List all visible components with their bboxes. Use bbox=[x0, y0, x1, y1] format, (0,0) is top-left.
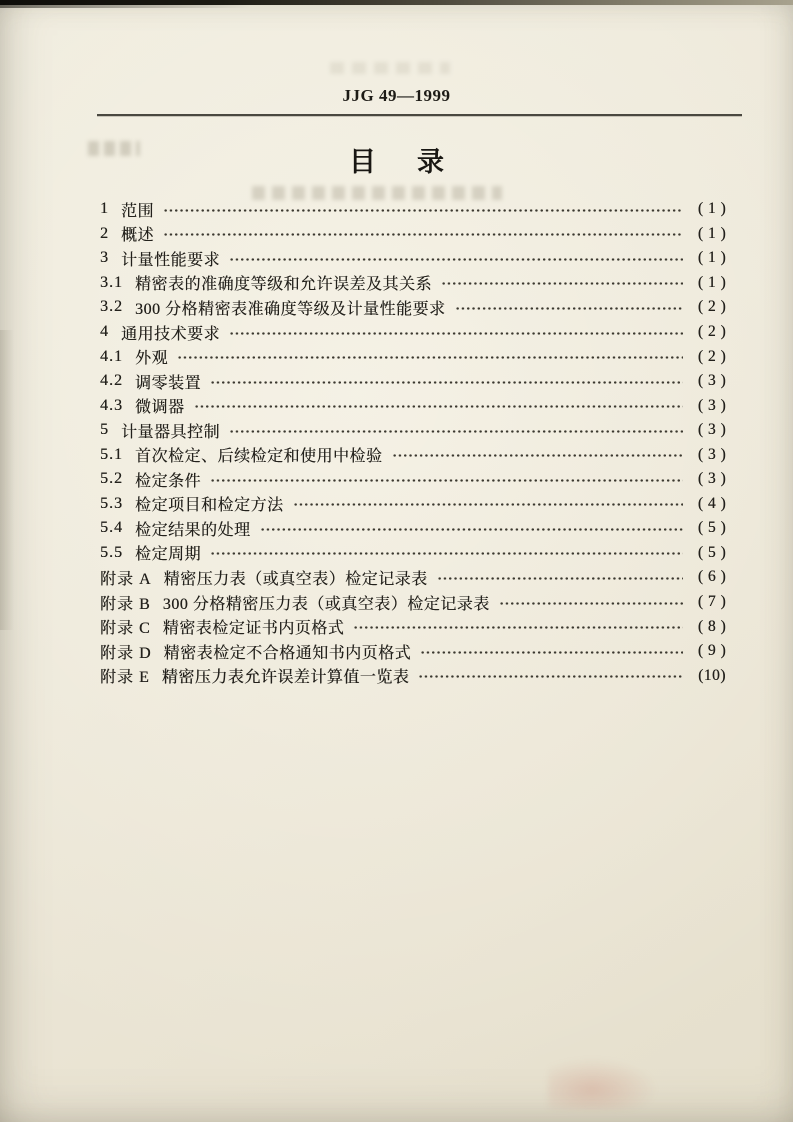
toc-entry-number: 5.2 bbox=[100, 470, 123, 488]
toc-entry bbox=[100, 442, 736, 467]
dot-leader bbox=[437, 565, 683, 590]
toc-entry bbox=[100, 320, 736, 345]
toc-entry-number: 3.1 bbox=[100, 273, 123, 291]
toc-entry-page: ( 1 ) bbox=[697, 224, 727, 242]
toc-entry-number: 4 bbox=[100, 323, 109, 340]
toc-entry-title: 通用技术要求 bbox=[121, 325, 221, 343]
header-rule-line bbox=[97, 114, 742, 116]
toc-entry bbox=[100, 369, 736, 394]
scanner-edge-shadow bbox=[0, 0, 793, 5]
toc-entry bbox=[100, 246, 736, 271]
paper-shadow bbox=[0, 330, 14, 630]
toc-entry-title: 首次检定、后续检定和使用中检验 bbox=[135, 448, 383, 466]
toc-entry bbox=[100, 222, 736, 247]
toc-entry bbox=[100, 516, 736, 541]
dot-leader bbox=[455, 295, 683, 320]
toc-entry-number: 5.3 bbox=[100, 494, 123, 512]
toc-entry-page: ( 3 ) bbox=[697, 470, 727, 488]
dot-leader bbox=[420, 639, 683, 664]
dot-leader bbox=[163, 197, 683, 222]
dot-leader bbox=[194, 393, 683, 418]
toc-entry bbox=[100, 541, 736, 566]
toc-entry-title: 300 分格精密压力表（或真空表）检定记录表 bbox=[162, 595, 490, 613]
toc-entry bbox=[100, 271, 736, 296]
toc-entry bbox=[100, 295, 736, 320]
toc-entry-title: 调零装置 bbox=[135, 374, 202, 392]
toc-entry-page: ( 7 ) bbox=[697, 593, 727, 611]
toc-entry-title: 概述 bbox=[121, 227, 155, 245]
toc-entry-page: ( 1 ) bbox=[697, 249, 727, 267]
toc-entry-number: 3 bbox=[100, 249, 109, 267]
toc-entry-page: ( 9 ) bbox=[697, 642, 727, 660]
toc-entry-number: 附录 A bbox=[100, 570, 152, 588]
toc-entry-title: 检定周期 bbox=[135, 546, 202, 564]
toc-entry-number: 2 bbox=[100, 224, 109, 242]
toc-entry-title: 计量性能要求 bbox=[121, 251, 221, 269]
toc-entry-number: 3.2 bbox=[100, 298, 123, 316]
dot-leader bbox=[163, 222, 683, 247]
toc-entry bbox=[100, 590, 736, 615]
toc-entry-number: 附录 C bbox=[100, 620, 151, 638]
toc-entry-page: ( 2 ) bbox=[697, 298, 727, 316]
toc-entry-number: 附录 D bbox=[100, 644, 152, 662]
toc-entry-title: 检定条件 bbox=[135, 472, 202, 490]
toc-entry-page: ( 3 ) bbox=[697, 445, 727, 463]
dot-leader bbox=[229, 246, 683, 271]
dot-leader bbox=[210, 541, 683, 566]
toc-entry-page: ( 8 ) bbox=[697, 617, 727, 635]
toc-entry bbox=[100, 492, 736, 517]
dot-leader bbox=[210, 467, 683, 492]
toc-entry-page: ( 3 ) bbox=[697, 396, 727, 414]
dot-leader bbox=[392, 442, 683, 467]
toc-entry bbox=[100, 639, 736, 664]
toc-entry-title: 外观 bbox=[135, 350, 169, 368]
dot-leader bbox=[210, 369, 683, 394]
dot-leader bbox=[353, 614, 683, 639]
toc-entry-title: 精密表的准确度等级和允许误差及其关系 bbox=[135, 276, 433, 294]
toc-entry-number: 附录 E bbox=[100, 669, 150, 687]
dot-leader bbox=[418, 663, 683, 688]
toc-entry-number: 附录 B bbox=[100, 595, 151, 613]
toc-entry-number: 5.4 bbox=[100, 519, 123, 537]
toc-entry bbox=[100, 467, 736, 492]
dot-leader bbox=[177, 344, 683, 369]
ink-bleedthrough-smudge bbox=[330, 62, 450, 74]
toc-entry bbox=[100, 614, 736, 639]
toc-entry bbox=[100, 663, 736, 688]
dot-leader bbox=[229, 418, 683, 443]
toc-list bbox=[100, 197, 736, 688]
dot-leader bbox=[229, 320, 683, 345]
toc-entry-page: ( 3 ) bbox=[697, 421, 727, 439]
toc-entry bbox=[100, 418, 736, 443]
toc-entry-page: ( 1 ) bbox=[697, 200, 727, 218]
toc-entry-page: (10) bbox=[698, 666, 726, 684]
toc-entry-title: 精密表检定证书内页格式 bbox=[162, 620, 345, 638]
page-title: 目 录 bbox=[349, 147, 451, 177]
toc-entry-title: 检定结果的处理 bbox=[135, 521, 251, 539]
toc-entry bbox=[100, 393, 736, 418]
toc-entry-page: ( 2 ) bbox=[697, 347, 727, 365]
toc-entry-number: 1 bbox=[100, 200, 109, 218]
toc-entry-page: ( 4 ) bbox=[697, 494, 727, 512]
toc-entry-title: 精密压力表允许误差计算值一览表 bbox=[161, 669, 410, 687]
dot-leader bbox=[499, 590, 683, 615]
toc-entry-page: ( 1 ) bbox=[697, 273, 727, 291]
toc-entry-page: ( 5 ) bbox=[697, 543, 727, 561]
toc-entry-number: 4.3 bbox=[100, 396, 123, 414]
document-code-header: JJG 49—1999 bbox=[342, 86, 451, 105]
toc-entry-title: 检定项目和检定方法 bbox=[135, 497, 284, 515]
toc-entry-number: 5.1 bbox=[100, 445, 123, 463]
paper-stain bbox=[548, 1058, 658, 1110]
toc-entry bbox=[100, 344, 736, 369]
toc-entry-number: 4.1 bbox=[100, 347, 123, 365]
toc-entry-number: 4.2 bbox=[100, 372, 123, 390]
toc-entry-page: ( 2 ) bbox=[697, 323, 727, 340]
toc-entry-page: ( 6 ) bbox=[697, 568, 727, 586]
toc-entry bbox=[100, 565, 736, 590]
toc-entry-title: 计量器具控制 bbox=[121, 423, 221, 441]
toc-entry-title: 精密压力表（或真空表）检定记录表 bbox=[163, 570, 428, 588]
dot-leader bbox=[293, 492, 683, 517]
dot-leader bbox=[260, 516, 683, 541]
toc-entry-title: 精密表检定不合格通知书内页格式 bbox=[163, 644, 412, 662]
toc-entry-title: 300 分格精密表准确度等级及计量性能要求 bbox=[135, 300, 446, 318]
toc-entry-page: ( 3 ) bbox=[697, 372, 727, 390]
toc-entry-number: 5 bbox=[100, 421, 109, 439]
toc-entry bbox=[100, 197, 736, 222]
toc-entry-number: 5.5 bbox=[100, 543, 123, 561]
toc-entry-title: 微调器 bbox=[135, 399, 185, 417]
dot-leader bbox=[441, 271, 683, 296]
toc-entry-page: ( 5 ) bbox=[697, 519, 727, 537]
toc-entry-title: 范围 bbox=[121, 202, 155, 220]
